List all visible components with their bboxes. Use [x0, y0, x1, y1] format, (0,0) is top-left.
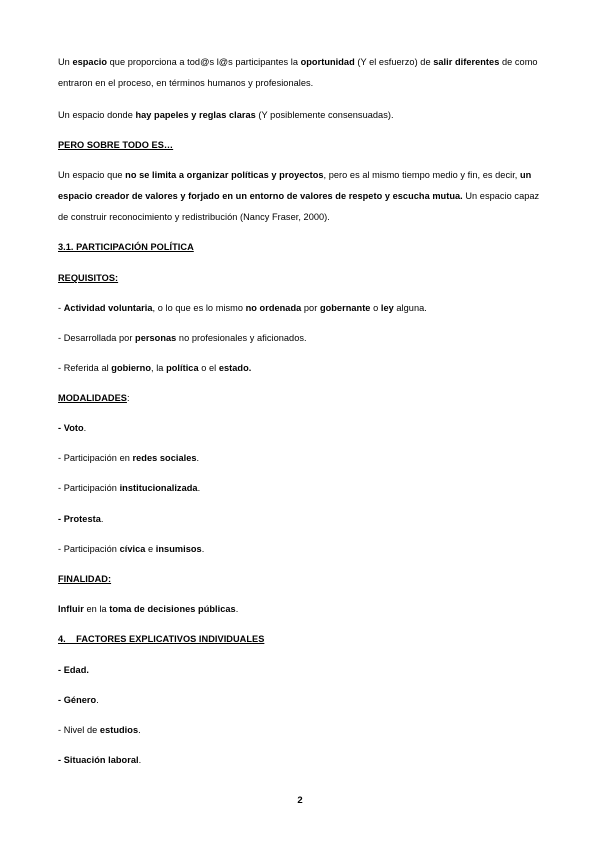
text-run-bold: Protesta — [63, 514, 101, 524]
text-run-bold: redes sociales — [132, 453, 197, 463]
text-run-bold: un espacio creador de valores y forjado en un entorno de valores de respeto y escucha mutua. — [58, 170, 532, 201]
text-run: - Participación — [58, 483, 120, 493]
text-run: . — [201, 544, 205, 554]
text-run: - Referida al — [58, 363, 112, 373]
heading-text: MODALIDADES — [58, 393, 127, 403]
text-run: que proporciona a tod@s l@s participantes la — [107, 57, 301, 67]
text-run-bold: ley — [380, 303, 394, 313]
text-run: - — [58, 303, 64, 313]
text-run: (Y posiblemente consensuadas). — [255, 110, 394, 120]
text-run: e — [145, 544, 156, 554]
heading-pero-sobre-todo: PERO SOBRE TODO ES… — [58, 140, 174, 150]
text-run-bold: gobernante — [319, 303, 371, 313]
text-run: - Participación en — [58, 453, 133, 463]
text-run-bold: oportunidad — [300, 57, 355, 67]
paragraph-finalidad — [58, 599, 552, 620]
text-run-bold: no se limita a organizar políticas y proyectos — [125, 170, 324, 180]
text-run: - Nivel de — [58, 725, 100, 735]
text-run-bold: - — [58, 514, 64, 524]
text-run-bold: gobierno — [111, 363, 151, 373]
section-heading-participacion-politica: 3.1. PARTICIPACIÓN POLÍTICA — [58, 242, 194, 252]
text-run-bold: - — [58, 755, 64, 765]
list-item-requisito — [58, 358, 552, 379]
list-item-modalidad — [58, 418, 552, 439]
text-run-bold: estudios — [99, 725, 139, 735]
text-run-bold: salir diferentes — [433, 57, 500, 67]
list-item-requisito — [58, 298, 552, 319]
list-item-factor — [58, 690, 552, 711]
text-run: - Participación — [58, 544, 120, 554]
text-run-bold: - — [58, 695, 64, 705]
list-item-modalidad — [58, 539, 552, 560]
list-item-factor — [58, 720, 552, 741]
text-run: alguna. — [393, 303, 427, 313]
text-run-bold: institucionalizada — [119, 483, 198, 493]
page-number: 2 — [297, 795, 303, 806]
text-run: , pero es al mismo tiempo medio y fin, es decir, — [323, 170, 521, 180]
text-run-bold: toma de decisiones públicas — [109, 604, 236, 614]
heading-finalidad: FINALIDAD: — [58, 574, 112, 584]
text-run-bold: - — [58, 665, 64, 675]
text-run-bold: Género — [63, 695, 97, 705]
text-run-bold: no ordenada — [245, 303, 302, 313]
text-run: Un espacio donde — [58, 110, 136, 120]
list-item-requisito — [58, 328, 552, 349]
text-run: , la — [151, 363, 167, 373]
text-run: , o lo que es lo mismo — [152, 303, 246, 313]
text-run: . — [96, 695, 99, 705]
text-run: no profesionales y aficionados. — [176, 333, 307, 343]
list-item-factor — [58, 750, 552, 771]
paragraph-espacio-creador — [58, 165, 552, 228]
paragraph-espacio-oportunidad — [58, 52, 552, 94]
list-item-factor — [58, 660, 552, 681]
text-run-bold: insumisos — [155, 544, 202, 554]
text-run-bold: Edad. — [63, 665, 89, 675]
text-run-bold: - — [58, 423, 64, 433]
heading-requisitos: REQUISITOS: — [58, 273, 119, 283]
text-run: . — [196, 453, 200, 463]
text-run: en la — [83, 604, 110, 614]
list-item-modalidad — [58, 509, 552, 530]
text-run: . — [235, 604, 239, 614]
text-run-bold: política — [166, 363, 199, 373]
text-run: . — [138, 755, 142, 765]
text-run-bold: Actividad voluntaria — [63, 303, 153, 313]
heading-modalidades — [58, 388, 552, 409]
paragraph-papeles-reglas — [58, 105, 552, 126]
text-run-bold: espacio — [72, 57, 108, 67]
text-run-bold: Influir — [58, 604, 84, 614]
text-run-bold: personas — [135, 333, 177, 343]
text-run-bold: Situación laboral — [63, 755, 139, 765]
section-heading-factores: 4. FACTORES EXPLICATIVOS INDIVIDUALES — [58, 634, 265, 644]
text-run: : — [126, 393, 130, 403]
text-run: (Y el esfuerzo) de — [354, 57, 434, 67]
list-item-modalidad — [58, 448, 552, 469]
text-run-bold: cívica — [119, 544, 146, 554]
text-run: o — [370, 303, 381, 313]
text-run: . — [83, 423, 87, 433]
text-run: por — [301, 303, 320, 313]
text-run-bold: estado. — [218, 363, 252, 373]
list-item-modalidad — [58, 478, 552, 499]
text-run-bold: Voto — [63, 423, 84, 433]
text-run: . — [100, 514, 104, 524]
text-run-bold: hay papeles y reglas claras — [135, 110, 256, 120]
text-run: Un — [58, 57, 73, 67]
text-run: de como entraron en el proceso, en términos humanos y profesionales. — [58, 57, 538, 88]
text-run: Un espacio que — [58, 170, 126, 180]
text-run: Un espacio capaz de construir reconocimiento y redistribución (Nancy Fraser, 2000). — [58, 191, 540, 222]
text-run: . — [138, 725, 141, 735]
text-run: o el — [198, 363, 219, 373]
text-run: . — [197, 483, 201, 493]
text-run: - Desarrollada por — [58, 333, 136, 343]
